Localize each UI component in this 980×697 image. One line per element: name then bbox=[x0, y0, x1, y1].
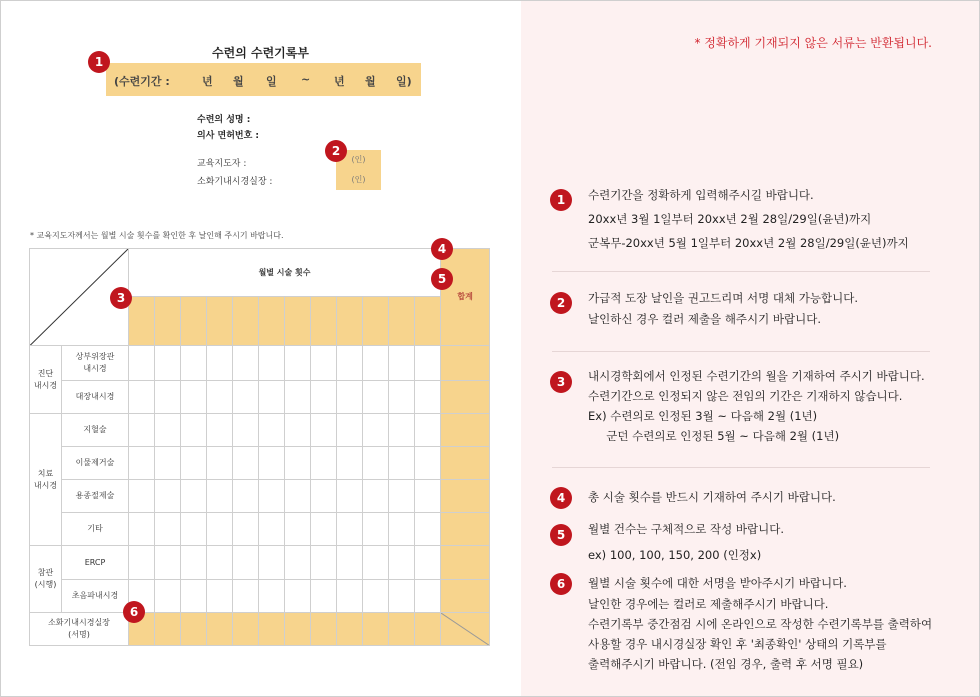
period-label: (수련기간 : bbox=[114, 75, 170, 88]
count-cell[interactable] bbox=[415, 546, 441, 579]
instruction-line: 수련기간으로 인정되지 않은 전임의 기간은 기재하지 않습니다. bbox=[588, 389, 903, 403]
row-label: 이물제거술 bbox=[62, 446, 129, 479]
count-cell[interactable] bbox=[233, 546, 259, 579]
count-cell[interactable] bbox=[207, 480, 233, 513]
count-cell[interactable] bbox=[207, 446, 233, 479]
count-cell[interactable] bbox=[155, 413, 181, 446]
count-cell[interactable] bbox=[389, 480, 415, 513]
instruction-badge-6: 6 bbox=[550, 573, 572, 595]
count-cell[interactable] bbox=[207, 346, 233, 380]
corner-diagonal bbox=[441, 613, 489, 645]
instruction-line: 가급적 도장 날인을 권고드리며 서명 대체 가능합니다. bbox=[588, 291, 858, 305]
table-row bbox=[30, 546, 490, 579]
document-title: 수련의 수련기록부 bbox=[212, 46, 309, 60]
separator bbox=[552, 467, 930, 468]
count-cell[interactable] bbox=[363, 413, 389, 446]
count-cell[interactable] bbox=[311, 513, 337, 546]
count-cell[interactable] bbox=[389, 346, 415, 380]
count-cell[interactable] bbox=[389, 446, 415, 479]
director-signature-label: 소화기내시경실장 (서명) bbox=[30, 612, 129, 645]
count-cell[interactable] bbox=[311, 480, 337, 513]
count-cell[interactable] bbox=[259, 380, 285, 413]
instruction-badge-5: 5 bbox=[550, 524, 572, 546]
count-cell[interactable] bbox=[259, 579, 285, 612]
count-cell[interactable] bbox=[311, 413, 337, 446]
instruction-line: Ex) 수련의로 인정된 3월 ~ 다음해 2월 (1년) bbox=[588, 409, 818, 423]
count-cell[interactable] bbox=[337, 446, 363, 479]
count-cell[interactable] bbox=[415, 446, 441, 479]
table-row bbox=[30, 579, 490, 612]
signature-cell[interactable] bbox=[415, 612, 441, 645]
total-header: 합계 bbox=[441, 249, 490, 346]
badge-3: 3 bbox=[110, 287, 132, 309]
period-day-start: 일 bbox=[266, 75, 277, 88]
month-cell[interactable] bbox=[337, 297, 363, 346]
count-cell[interactable] bbox=[415, 513, 441, 546]
instruction-badge-2: 2 bbox=[550, 292, 572, 314]
period-year-end: 년 bbox=[334, 75, 345, 88]
total-cell[interactable] bbox=[441, 413, 490, 446]
count-cell[interactable] bbox=[259, 446, 285, 479]
count-cell[interactable] bbox=[337, 546, 363, 579]
count-cell[interactable] bbox=[285, 546, 311, 579]
month-cell[interactable] bbox=[415, 297, 441, 346]
instruction-line: 20xx년 3월 1일부터 20xx년 2월 28일/29일(윤년)까지 bbox=[588, 212, 872, 226]
trainee-name-label: 수련의 성명 : bbox=[197, 115, 251, 125]
count-cell[interactable] bbox=[337, 579, 363, 612]
period-month-end: 월 bbox=[365, 75, 376, 88]
signature-cell[interactable] bbox=[259, 612, 285, 645]
count-cell[interactable] bbox=[285, 446, 311, 479]
count-cell[interactable] bbox=[233, 413, 259, 446]
count-cell[interactable] bbox=[363, 446, 389, 479]
row-label: 대장내시경 bbox=[62, 380, 129, 413]
total-cell[interactable] bbox=[441, 513, 490, 546]
count-cell[interactable] bbox=[285, 513, 311, 546]
count-cell[interactable] bbox=[415, 413, 441, 446]
instruction-line: 날인한 경우에는 컬러로 제출해주시기 바랍니다. bbox=[588, 597, 829, 611]
table-row bbox=[30, 380, 490, 413]
instruction-line: 사용할 경우 내시경실장 확인 후 '최종확인' 상태의 기록부를 bbox=[588, 637, 887, 651]
row-label: 초음파내시경 bbox=[62, 579, 129, 612]
period-year-start: 년 bbox=[202, 75, 213, 88]
separator bbox=[552, 351, 930, 352]
signature-cell[interactable] bbox=[311, 612, 337, 645]
count-cell[interactable] bbox=[207, 579, 233, 612]
count-cell[interactable] bbox=[363, 513, 389, 546]
director-seal: (인) bbox=[336, 170, 381, 190]
signature-cell[interactable] bbox=[389, 612, 415, 645]
instruction-badge-3: 3 bbox=[550, 371, 572, 393]
count-cell[interactable] bbox=[415, 579, 441, 612]
count-cell[interactable] bbox=[311, 579, 337, 612]
month-cell[interactable] bbox=[259, 297, 285, 346]
period-tilde: ~ bbox=[301, 73, 311, 86]
count-cell[interactable] bbox=[285, 579, 311, 612]
table-row bbox=[30, 346, 490, 380]
badge-6: 6 bbox=[123, 601, 145, 623]
instruction-badge-4: 4 bbox=[550, 487, 572, 509]
instruction-line: 총 시술 횟수를 반드시 기재하여 주시기 바랍니다. bbox=[588, 490, 836, 504]
table-note: * 교육지도자께서는 월별 시술 횟수를 확인한 후 날인해 주시기 바랍니다. bbox=[30, 231, 284, 240]
count-cell[interactable] bbox=[129, 380, 155, 413]
instruction-line: 군던 수련의로 인정된 5월 ~ 다음해 2월 (1년) bbox=[588, 429, 840, 443]
count-cell[interactable] bbox=[181, 546, 207, 579]
table-row bbox=[30, 480, 490, 513]
count-cell[interactable] bbox=[181, 346, 207, 380]
badge-2: 2 bbox=[325, 140, 347, 162]
instruction-line: 내시경학회에서 인정된 수련기간의 월을 기재하여 주시기 바랍니다. bbox=[588, 369, 925, 383]
count-cell[interactable] bbox=[129, 346, 155, 380]
count-cell[interactable] bbox=[155, 446, 181, 479]
count-cell[interactable] bbox=[129, 413, 155, 446]
total-cell[interactable] bbox=[441, 546, 490, 579]
count-cell[interactable] bbox=[337, 480, 363, 513]
month-cell[interactable] bbox=[181, 297, 207, 346]
instruction-line: 수련기간을 정확하게 입력해주시길 바랍니다. bbox=[588, 188, 814, 202]
count-cell[interactable] bbox=[415, 346, 441, 380]
badge-5: 5 bbox=[431, 268, 453, 290]
row-label: 용종절제술 bbox=[62, 480, 129, 513]
count-cell[interactable] bbox=[259, 346, 285, 380]
row-label: 기타 bbox=[62, 513, 129, 546]
row-label: ERCP bbox=[62, 546, 129, 579]
badge-1: 1 bbox=[88, 51, 110, 73]
table-row bbox=[30, 413, 490, 446]
month-cell[interactable] bbox=[285, 297, 311, 346]
count-cell[interactable] bbox=[129, 480, 155, 513]
count-cell[interactable] bbox=[311, 546, 337, 579]
period-day-end: 일) bbox=[396, 75, 412, 88]
count-cell[interactable] bbox=[181, 413, 207, 446]
signature-cell[interactable] bbox=[181, 612, 207, 645]
signature-cell[interactable] bbox=[363, 612, 389, 645]
count-cell[interactable] bbox=[181, 579, 207, 612]
count-cell[interactable] bbox=[207, 513, 233, 546]
total-cell[interactable] bbox=[441, 346, 490, 380]
supervisor-label: 교육지도자 : bbox=[197, 159, 247, 169]
count-cell[interactable] bbox=[181, 446, 207, 479]
table-row bbox=[30, 446, 490, 479]
month-cell[interactable] bbox=[233, 297, 259, 346]
month-cell[interactable] bbox=[129, 297, 155, 346]
month-cell[interactable] bbox=[311, 297, 337, 346]
signature-cell[interactable] bbox=[233, 612, 259, 645]
count-cell[interactable] bbox=[311, 446, 337, 479]
month-cell[interactable] bbox=[389, 297, 415, 346]
signature-total-cell[interactable] bbox=[441, 612, 490, 645]
month-cell[interactable] bbox=[363, 297, 389, 346]
count-cell[interactable] bbox=[207, 380, 233, 413]
count-cell[interactable] bbox=[363, 579, 389, 612]
count-cell[interactable] bbox=[155, 346, 181, 380]
badge-4: 4 bbox=[431, 238, 453, 260]
separator bbox=[552, 271, 930, 272]
training-period-field bbox=[106, 63, 421, 96]
count-cell[interactable] bbox=[285, 413, 311, 446]
count-cell[interactable] bbox=[129, 546, 155, 579]
count-cell[interactable] bbox=[233, 346, 259, 380]
count-cell[interactable] bbox=[259, 413, 285, 446]
count-cell[interactable] bbox=[233, 480, 259, 513]
count-cell[interactable] bbox=[233, 446, 259, 479]
count-cell[interactable] bbox=[337, 380, 363, 413]
supervisor-seal: (인) bbox=[336, 150, 381, 170]
instruction-line: 수련기록부 중간점검 시에 온라인으로 작성한 수련기록부를 출력하여 bbox=[588, 617, 933, 631]
count-cell[interactable] bbox=[389, 513, 415, 546]
record-table bbox=[29, 248, 490, 646]
signature-cell[interactable] bbox=[155, 612, 181, 645]
count-cell[interactable] bbox=[207, 546, 233, 579]
count-cell[interactable] bbox=[337, 513, 363, 546]
count-cell[interactable] bbox=[389, 546, 415, 579]
instruction-line: 월별 건수는 구체적으로 작성 바랍니다. bbox=[588, 522, 785, 536]
count-cell[interactable] bbox=[155, 579, 181, 612]
count-cell[interactable] bbox=[181, 480, 207, 513]
count-cell[interactable] bbox=[181, 513, 207, 546]
count-cell[interactable] bbox=[155, 546, 181, 579]
count-cell[interactable] bbox=[155, 380, 181, 413]
total-cell[interactable] bbox=[441, 480, 490, 513]
count-cell[interactable] bbox=[389, 380, 415, 413]
count-cell[interactable] bbox=[363, 546, 389, 579]
count-cell[interactable] bbox=[363, 480, 389, 513]
total-cell[interactable] bbox=[441, 380, 490, 413]
instruction-line: 월별 시술 횟수에 대한 서명을 받아주시기 바랍니다. bbox=[588, 576, 847, 590]
count-cell[interactable] bbox=[259, 546, 285, 579]
count-cell[interactable] bbox=[233, 579, 259, 612]
signature-cell[interactable] bbox=[337, 612, 363, 645]
director-label: 소화기내시경실장 : bbox=[197, 177, 273, 187]
instruction-badge-1: 1 bbox=[550, 189, 572, 211]
count-cell[interactable] bbox=[337, 346, 363, 380]
signature-cell[interactable] bbox=[285, 612, 311, 645]
count-cell[interactable] bbox=[415, 380, 441, 413]
month-cell[interactable] bbox=[155, 297, 181, 346]
total-cell[interactable] bbox=[441, 579, 490, 612]
period-month-start: 월 bbox=[233, 75, 244, 88]
signature-row bbox=[30, 612, 490, 645]
count-cell[interactable] bbox=[337, 413, 363, 446]
count-cell[interactable] bbox=[363, 380, 389, 413]
count-cell[interactable] bbox=[285, 480, 311, 513]
count-cell[interactable] bbox=[155, 513, 181, 546]
count-cell[interactable] bbox=[259, 480, 285, 513]
group-label-therapeutic: 치료 내시경 bbox=[30, 413, 62, 546]
group-label-diagnostic: 진단 내시경 bbox=[30, 346, 62, 413]
count-cell[interactable] bbox=[389, 579, 415, 612]
count-cell[interactable] bbox=[311, 380, 337, 413]
table-row bbox=[30, 513, 490, 546]
count-cell[interactable] bbox=[285, 380, 311, 413]
count-cell[interactable] bbox=[181, 380, 207, 413]
instruction-line: ex) 100, 100, 150, 200 (인정x) bbox=[588, 548, 762, 562]
count-cell[interactable] bbox=[311, 346, 337, 380]
count-cell[interactable] bbox=[233, 380, 259, 413]
count-cell[interactable] bbox=[207, 413, 233, 446]
count-cell[interactable] bbox=[415, 480, 441, 513]
month-cell[interactable] bbox=[207, 297, 233, 346]
count-cell[interactable] bbox=[363, 346, 389, 380]
license-number-label: 의사 면허번호 : bbox=[197, 131, 260, 141]
count-cell[interactable] bbox=[389, 413, 415, 446]
total-cell[interactable] bbox=[441, 446, 490, 479]
count-cell[interactable] bbox=[285, 346, 311, 380]
row-label: 지혈술 bbox=[62, 413, 129, 446]
signature-cell[interactable] bbox=[207, 612, 233, 645]
count-cell[interactable] bbox=[259, 513, 285, 546]
group-label-observation: 참관 (시행) bbox=[30, 546, 62, 612]
count-cell[interactable] bbox=[233, 513, 259, 546]
count-cell[interactable] bbox=[129, 513, 155, 546]
count-cell[interactable] bbox=[155, 480, 181, 513]
count-cell[interactable] bbox=[129, 446, 155, 479]
instruction-line: 날인하신 경우 컬러 제출을 해주시기 바랍니다. bbox=[588, 312, 822, 326]
instruction-line: 군복무-20xx년 5월 1일부터 20xx년 2월 28일/29일(윤년)까지 bbox=[588, 236, 909, 250]
instruction-line: 출력해주시기 바랍니다. (전임 경우, 출력 후 서명 필요) bbox=[588, 657, 864, 671]
monthly-count-header: 월별 시술 횟수 bbox=[129, 249, 441, 297]
row-label: 상부위장관 내시경 bbox=[62, 346, 129, 380]
return-notice: * 정확하게 기재되지 않은 서류는 반환됩니다. bbox=[694, 36, 932, 50]
